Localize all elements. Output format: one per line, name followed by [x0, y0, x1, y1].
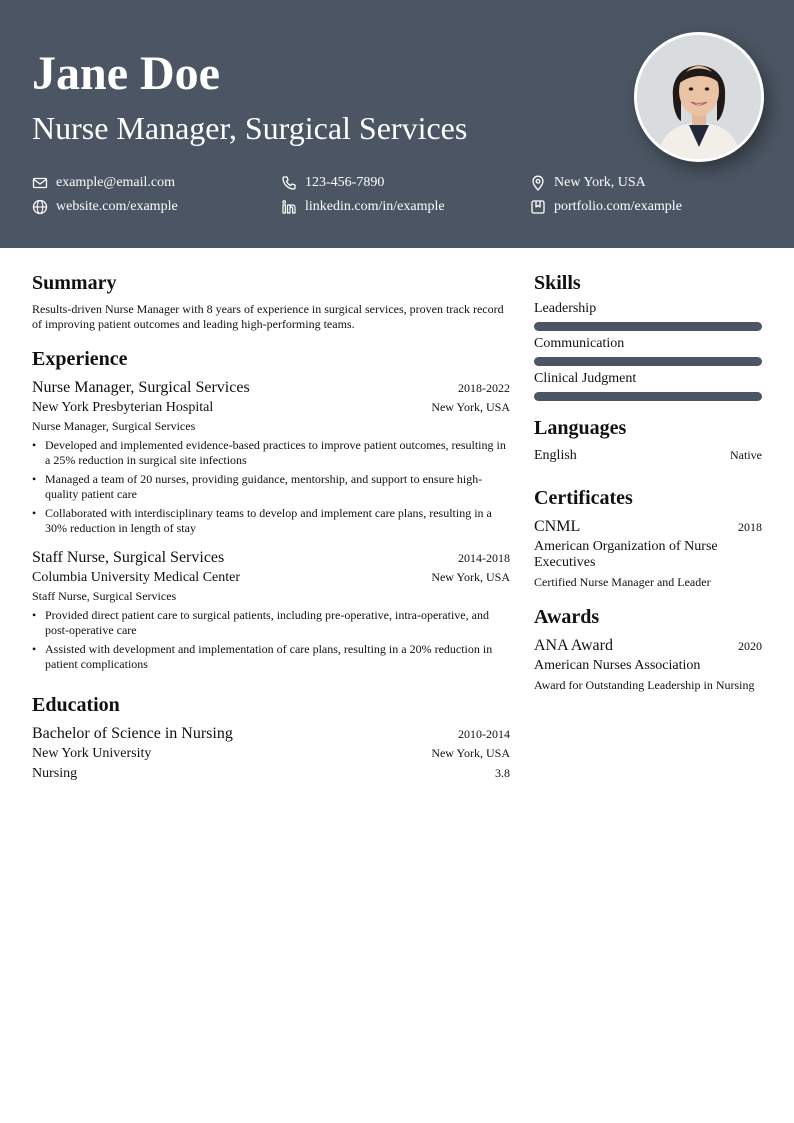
certificate-description: Certified Nurse Manager and Leader	[534, 575, 711, 589]
contact-portfolio[interactable]	[530, 196, 682, 218]
contact-phone[interactable]	[281, 172, 384, 194]
education-heading: Education	[32, 694, 120, 716]
job-bullets	[32, 438, 510, 536]
summary-text: Results-driven Nurse Manager with 8 years of experience in surgical services, proven track record of improving patient outcomes and leading high-performing teams.	[32, 302, 504, 331]
certificates-heading: Certificates	[534, 487, 633, 509]
summary-heading: Summary	[32, 272, 117, 294]
school-location: New York, USA	[431, 746, 510, 760]
skill-level-bar	[534, 322, 762, 331]
job-dates: 2018-2022	[458, 381, 510, 395]
skills-heading: Skills	[534, 272, 581, 294]
experience-item	[32, 548, 510, 672]
resume-header	[0, 0, 794, 248]
experience-item	[32, 378, 510, 536]
awards-heading: Awards	[534, 606, 600, 628]
award-issuer: American Nurses Association	[534, 658, 701, 673]
candidate-title: Nurse Manager, Surgical Services	[32, 110, 468, 146]
job-bullets	[32, 608, 510, 672]
portfolio-icon	[530, 199, 546, 215]
job-location: New York, USA	[431, 570, 510, 584]
certificate-name: CNML	[534, 518, 581, 535]
languages-section	[534, 415, 762, 465]
employer: New York Presbyterian Hospital	[32, 400, 214, 415]
certificates-section	[534, 485, 762, 590]
location-pin-icon	[530, 175, 546, 191]
school: New York University	[32, 746, 152, 761]
experience-heading: Experience	[32, 348, 128, 370]
skill-level-bar	[534, 357, 762, 366]
list-item: • Managed a team of 20 nurses, providing guidance, mentorship, and support to ensure high-quality patient care	[32, 472, 510, 502]
job-dates: 2014-2018	[458, 551, 510, 565]
profile-photo	[634, 32, 764, 162]
education-section	[32, 692, 510, 784]
summary-section	[32, 270, 510, 332]
globe-icon	[32, 199, 48, 215]
skills-section	[534, 270, 762, 401]
contact-location	[530, 172, 646, 194]
language-level: Native	[730, 448, 762, 462]
side-column	[534, 270, 762, 693]
job-location: New York, USA	[431, 400, 510, 414]
award-description: Award for Outstanding Leadership in Nursing	[534, 678, 755, 692]
skill-name: Leadership	[534, 301, 597, 316]
list-item: • Developed and implemented evidence-based practices to improve patient outcomes, resulting in a 25% reduction in surgical site infections	[32, 438, 510, 468]
skill-name: Communication	[534, 336, 625, 351]
profile-photo-image	[637, 35, 761, 159]
award-name: ANA Award	[534, 637, 613, 654]
skill-level-bar	[534, 392, 762, 401]
contact-website[interactable]	[32, 196, 178, 218]
candidate-name: Jane Doe	[32, 47, 220, 100]
job-title: Nurse Manager, Surgical Services	[32, 379, 250, 396]
employer: Columbia University Medical Center	[32, 570, 241, 585]
gpa: 3.8	[495, 766, 510, 780]
contact-linkedin[interactable]	[281, 196, 445, 218]
contact-portfolio-text: portfolio.com/example	[554, 199, 682, 214]
linkedin-icon	[281, 199, 297, 215]
awards-section	[534, 604, 762, 693]
contact-email-text: example@email.com	[56, 175, 176, 190]
contact-linkedin-text: linkedin.com/in/example	[305, 199, 445, 214]
skill-name: Clinical Judgment	[534, 371, 637, 386]
mail-icon	[32, 175, 48, 191]
degree: Bachelor of Science in Nursing	[32, 725, 233, 742]
main-column	[32, 270, 510, 784]
experience-section	[32, 346, 510, 672]
list-item: • Assisted with development and implementation of care plans, resulting in a 20% reduction in patient complications	[32, 642, 510, 672]
languages-heading: Languages	[534, 417, 627, 439]
certificate-issuer: American Organization of Nurse Executives	[534, 539, 718, 570]
language-name: English	[534, 448, 577, 463]
list-item: • Collaborated with interdisciplinary teams to develop and implement care plans, resulting in a 30% reduction in length of stay	[32, 506, 510, 536]
phone-icon	[281, 175, 297, 191]
education-item	[32, 724, 510, 784]
field-of-study: Nursing	[32, 766, 78, 781]
job-title: Staff Nurse, Surgical Services	[32, 549, 225, 566]
job-role: Nurse Manager, Surgical Services	[32, 419, 196, 433]
contact-email[interactable]	[32, 172, 175, 194]
certificate-year: 2018	[738, 520, 762, 534]
contact-website-text: website.com/example	[56, 199, 178, 214]
job-role: Staff Nurse, Surgical Services	[32, 589, 177, 603]
list-item: • Provided direct patient care to surgical patients, including pre-operative, intra-operative, and post-operative care	[32, 608, 510, 638]
award-year: 2020	[738, 639, 762, 653]
contact-location-text: New York, USA	[554, 175, 646, 190]
education-dates: 2010-2014	[458, 727, 510, 741]
contact-phone-text: 123-456-7890	[305, 175, 385, 190]
